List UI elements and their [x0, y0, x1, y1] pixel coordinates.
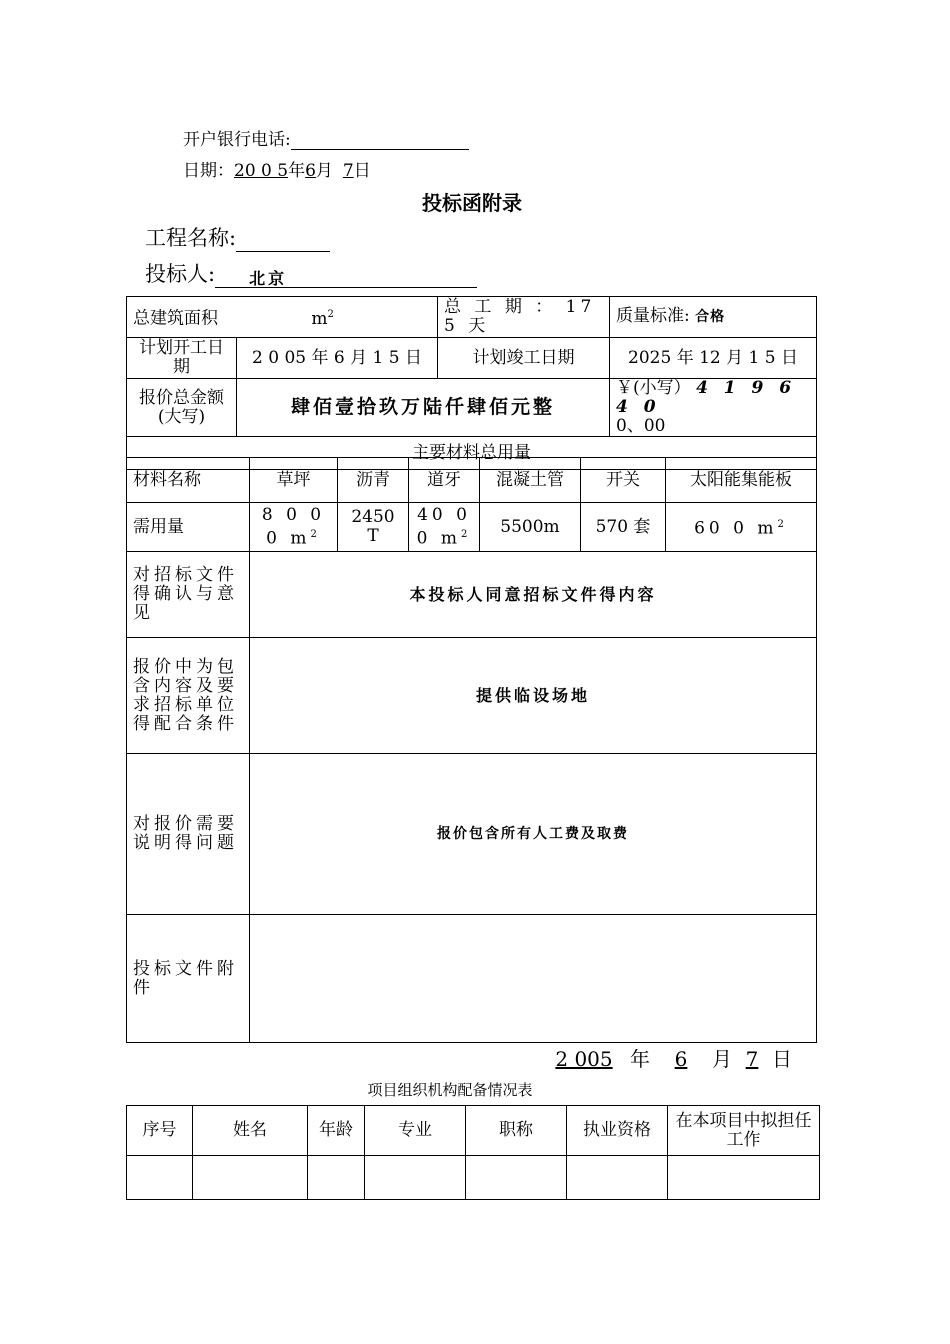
qty-grass-sup: 2 — [310, 528, 321, 540]
price-lower-tail: 0、00 — [616, 416, 666, 436]
bank-phone-label: 开户银行电话: — [183, 130, 291, 150]
org-header-qualification: 执业资格 — [567, 1106, 668, 1156]
qty-curb-sup: 2 — [460, 528, 472, 540]
org-cell[interactable] — [365, 1156, 466, 1200]
project-name-label: 工程名称: — [145, 226, 237, 250]
conditions-value: 提供临设场地 — [250, 638, 817, 754]
sign-date-year: 2 005 — [555, 1047, 613, 1071]
material-header-curb: 道牙 — [409, 458, 480, 503]
area-unit-sup: 2 — [327, 309, 334, 321]
material-header-grass: 草坪 — [250, 458, 338, 503]
bidder-line — [145, 258, 477, 288]
bidder-value: 北京 — [249, 269, 288, 288]
material-header-asphalt: 沥青 — [338, 458, 409, 503]
qty-pipe: 5500m — [480, 503, 581, 552]
table-row — [127, 754, 817, 915]
org-header-index: 序号 — [127, 1106, 193, 1156]
area-cell — [127, 297, 438, 338]
date-line — [183, 156, 371, 181]
qty-label: 需用量 — [127, 503, 250, 552]
attach-value[interactable] — [250, 915, 817, 1043]
material-header-name: 材料名称 — [127, 458, 250, 503]
qty-solar-sup: 2 — [777, 519, 788, 531]
explain-value: 报价包含所有人工费及取费 — [250, 754, 817, 915]
quality-cell — [610, 297, 817, 338]
price-lower-prefix: ￥(小写） — [616, 378, 691, 398]
org-cell[interactable] — [668, 1156, 820, 1200]
org-header-age: 年龄 — [308, 1106, 365, 1156]
bidder-field[interactable] — [215, 265, 477, 288]
sign-date-day: 7 — [745, 1047, 759, 1071]
confirm-value: 本投标人同意招标文件得内容 — [250, 552, 817, 638]
qty-grass-cell — [250, 503, 338, 552]
materials-table — [126, 457, 817, 552]
explain-label: 对报价需要说明得问题 — [127, 754, 250, 915]
table-row — [127, 297, 817, 338]
org-cell[interactable] — [308, 1156, 365, 1200]
start-value: 2 0 05 年 6 月 1 5 日 — [237, 338, 438, 379]
bank-phone-line — [183, 125, 469, 150]
date-month: 6 — [305, 161, 316, 181]
table-row — [127, 338, 817, 379]
attach-label: 投标文件附件 — [127, 915, 250, 1043]
material-header-switch: 开关 — [581, 458, 666, 503]
date-label: 日期： — [183, 161, 234, 181]
material-header-solar: 太阳能集能板 — [666, 458, 817, 503]
confirm-label: 对招标文件得确认与意见 — [127, 552, 250, 638]
org-header-major: 专业 — [365, 1106, 466, 1156]
date-month-suffix: 月 — [315, 161, 333, 181]
org-header-title: 职称 — [466, 1106, 567, 1156]
org-cell[interactable] — [127, 1156, 193, 1200]
quality-label: 质量标准: — [616, 306, 690, 326]
area-unit: m — [311, 308, 328, 329]
bidder-label: 投标人: — [145, 262, 216, 286]
date-year: 20 0 5 — [234, 161, 289, 181]
remarks-table — [126, 551, 817, 1043]
period-cell: 总 工 期 ： 17 5 天 — [438, 297, 610, 338]
table-row — [127, 503, 817, 552]
org-table-title: 项目组织机构配备情况表 — [367, 1081, 533, 1099]
start-label: 计划开工日期 — [127, 338, 237, 379]
qty-solar-cell — [666, 503, 817, 552]
table-row — [127, 915, 817, 1043]
price-upper: 肆佰壹拾玖万陆仟肆佰元整 — [237, 379, 610, 437]
quality-value: 合格 — [695, 309, 726, 325]
qty-curb: 40 0 0 m — [416, 504, 471, 549]
date-year-suffix: 年 — [288, 161, 306, 181]
date-day: 7 — [342, 161, 354, 181]
sign-date-month: 6 — [674, 1047, 688, 1071]
org-header-role: 在本项目中拟担任工作 — [668, 1106, 820, 1156]
materials-title: 主要材料总用量 — [127, 437, 817, 470]
org-cell[interactable] — [193, 1156, 308, 1200]
bank-phone-blank[interactable] — [291, 133, 469, 150]
project-name-line — [145, 222, 330, 252]
org-table — [126, 1105, 820, 1200]
page-title: 投标函附录 — [422, 191, 522, 215]
table-row — [127, 1156, 820, 1200]
price-lower-value: 4 1 9 6 4 0 — [616, 378, 797, 417]
end-value: 2025 年 12 月 1 5 日 — [610, 338, 817, 379]
org-cell[interactable] — [567, 1156, 668, 1200]
org-cell[interactable] — [466, 1156, 567, 1200]
area-label: 总建筑面积 — [133, 308, 218, 329]
date-day-suffix: 日 — [353, 161, 371, 181]
price-label: 报价总金额(大写) — [127, 379, 237, 437]
table-row — [127, 552, 817, 638]
qty-curb-cell — [409, 503, 480, 552]
qty-asphalt: 2450 T — [338, 503, 409, 552]
org-header-name: 姓名 — [193, 1106, 308, 1156]
qty-grass: 8 0 0 0 m — [261, 504, 326, 549]
table-row — [127, 1106, 820, 1156]
sign-date-day-suffix: 日 — [772, 1047, 792, 1071]
project-name-blank[interactable] — [236, 231, 330, 252]
bid-appendix-table — [126, 296, 817, 470]
material-header-pipe: 混凝土管 — [480, 458, 581, 503]
table-row — [127, 638, 817, 754]
end-label: 计划竣工日期 — [438, 338, 610, 379]
qty-switch: 570 套 — [581, 503, 666, 552]
table-row — [127, 458, 817, 503]
sign-date-line — [538, 1043, 792, 1072]
sign-date-year-suffix: 年 — [630, 1047, 650, 1071]
conditions-label: 报价中为包含内容及要求招标单位得配合条件 — [127, 638, 250, 754]
sign-date-month-suffix: 月 — [712, 1047, 732, 1071]
table-row — [127, 379, 817, 437]
qty-solar: 60 0 m — [694, 518, 778, 539]
price-lower-cell — [610, 379, 817, 437]
